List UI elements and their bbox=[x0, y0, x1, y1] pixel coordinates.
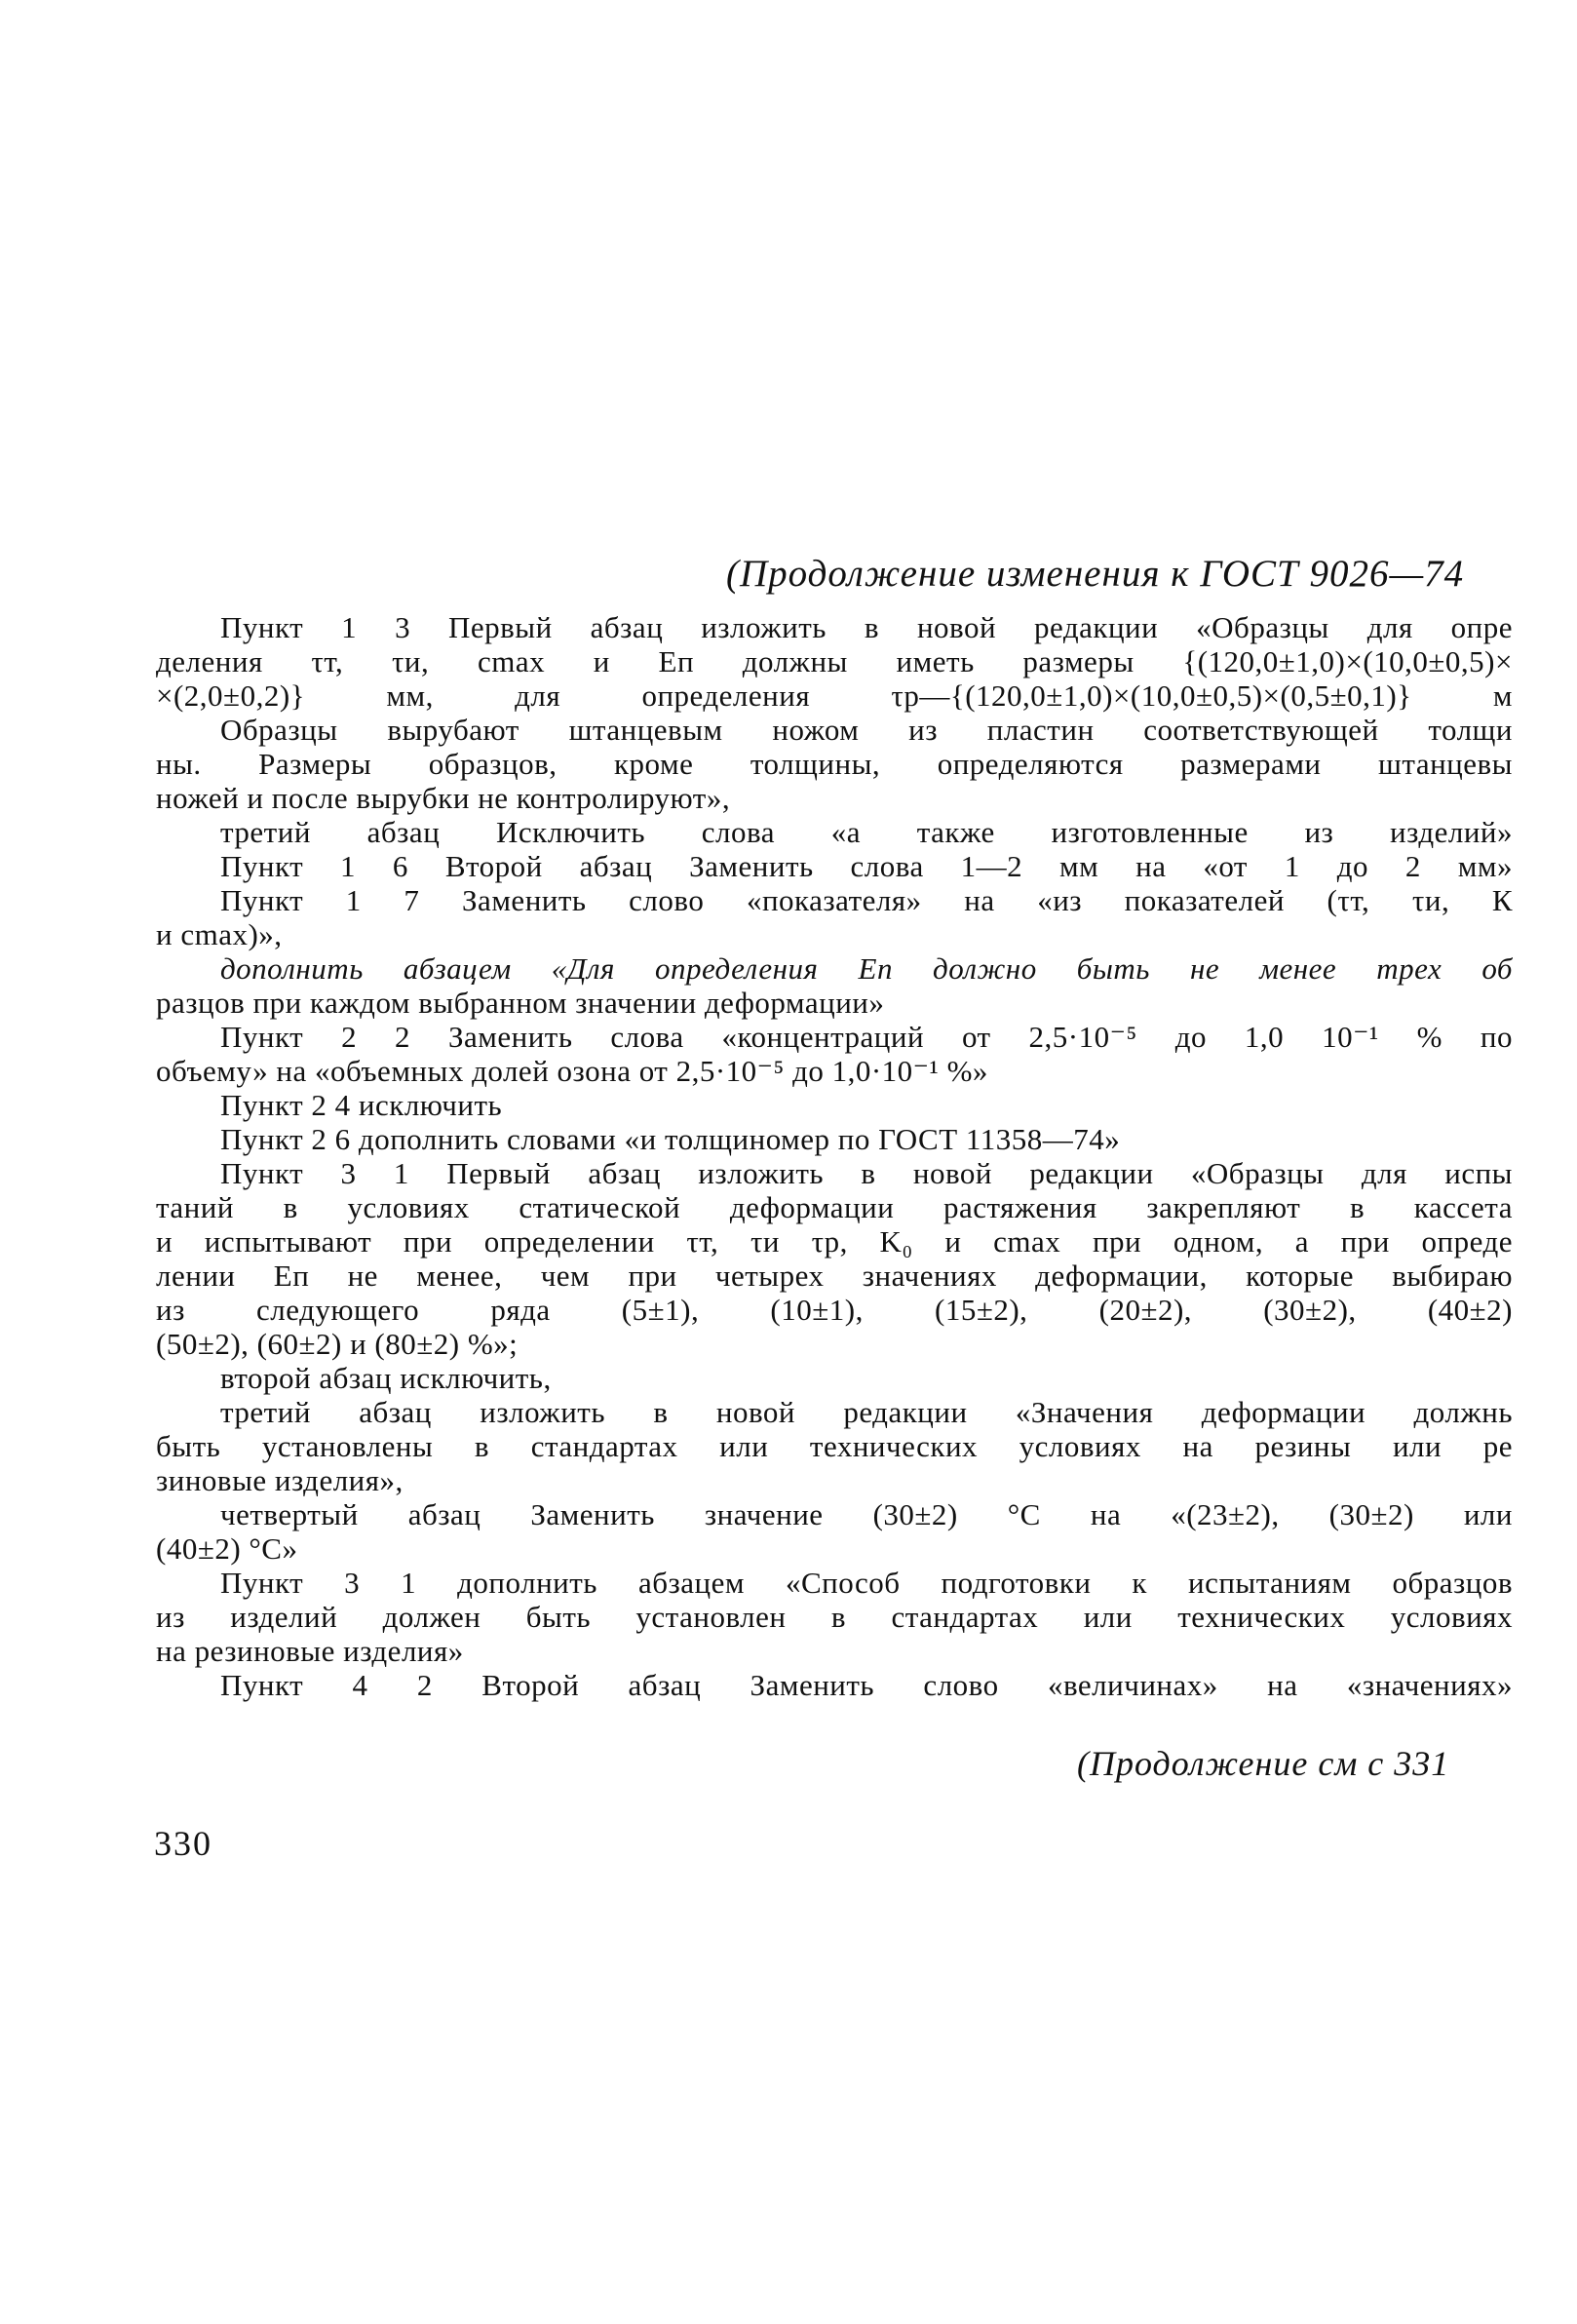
text-line: Пункт 3 1 Первый абзац изложить в новой редакции «Образцы для испы bbox=[220, 1156, 1513, 1190]
text-line: Пункт 3 1 дополнить абзацем «Способ подготовки к испытаниям образцов bbox=[220, 1566, 1513, 1600]
text-line: Пункт 4 2 Второй абзац Заменить слово «величинах» на «значениях» bbox=[220, 1668, 1513, 1702]
text-line: объему» на «объемных долей озона от 2,5·10⁻⁵ до 1,0·10⁻¹ %» bbox=[156, 1054, 988, 1088]
text-line: Пункт 1 3 Первый абзац изложить в новой редакции «Образцы для опре bbox=[220, 610, 1513, 644]
continuation-footer: (Продолжение см с 331 bbox=[1077, 1744, 1450, 1783]
text-line: ны. Размеры образцов, кроме толщины, определяются размерами штанцевы bbox=[156, 747, 1513, 781]
text-line: зиновые изделия», bbox=[156, 1463, 404, 1497]
text-line: на резиновые изделия» bbox=[156, 1634, 464, 1668]
text-line: лении Eп не менее, чем при четырех значениях деформации, которые выбираю bbox=[156, 1259, 1513, 1293]
text-line: четвертый абзац Заменить значение (30±2) °С на «(23±2), (30±2) или bbox=[220, 1497, 1513, 1531]
page-number: 330 bbox=[154, 1824, 212, 1863]
text-line: быть установлены в стандартах или технических условиях на резины или ре bbox=[156, 1429, 1513, 1463]
text-line: из следующего ряда (5±1), (10±1), (15±2), (20±2), (30±2), (40±2) bbox=[156, 1293, 1513, 1327]
text-line: второй абзац исключить, bbox=[220, 1361, 552, 1395]
text-line: из изделий должен быть установлен в стандартах или технических условиях bbox=[156, 1600, 1513, 1634]
text-line: и cmax)», bbox=[156, 917, 283, 951]
text-line: Пункт 1 7 Заменить слово «показателя» на «из показателей (τт, τи, К bbox=[220, 883, 1513, 917]
text-line: ножей и после вырубки не контролируют», bbox=[156, 781, 731, 815]
document-body bbox=[156, 610, 1513, 1702]
text-line: ×(2,0±0,2)} мм, для определения τр—{(120,0±1,0)×(10,0±0,5)×(0,5±0,1)} м bbox=[156, 678, 1513, 713]
text-line: Пункт 1 6 Второй абзац Заменить слова 1—2 мм на «от 1 до 2 мм» bbox=[220, 849, 1513, 883]
continuation-header: (Продолжение изменения к ГОСТ 9026—74 bbox=[726, 553, 1465, 595]
text-line: Образцы вырубают штанцевым ножом из пластин соответствующей толщи bbox=[220, 713, 1513, 747]
text-line: деления τт, τи, cmax и Eп должны иметь размеры {(120,0±1,0)×(10,0±0,5)× bbox=[156, 644, 1513, 678]
text-line: (40±2) °С» bbox=[156, 1531, 298, 1566]
text-line: третий абзац изложить в новой редакции «Значения деформации должнь bbox=[220, 1395, 1513, 1429]
text-line: третий абзац Исключить слова «а также изготовленные из изделий» bbox=[220, 815, 1513, 849]
text-line: разцов при каждом выбранном значении деформации» bbox=[156, 986, 885, 1020]
text-line: Пункт 2 6 дополнить словами «и толщиномер по ГОСТ 11358—74» bbox=[220, 1122, 1121, 1156]
text-line: и испытывают при определении τт, τи τр, K₀ и cmax при одном, а при опреде bbox=[156, 1224, 1513, 1259]
text-line: таний в условиях статической деформации растяжения закрепляют в кассета bbox=[156, 1190, 1513, 1224]
text-line: (50±2), (60±2) и (80±2) %»; bbox=[156, 1327, 519, 1361]
text-line: Пункт 2 2 Заменить слова «концентраций от 2,5·10⁻⁵ до 1,0 10⁻¹ % по bbox=[220, 1020, 1513, 1054]
text-line: Пункт 2 4 исключить bbox=[220, 1088, 503, 1122]
text-line: дополнить абзацем «Для определения Eп должно быть не менее трех об bbox=[220, 951, 1513, 986]
